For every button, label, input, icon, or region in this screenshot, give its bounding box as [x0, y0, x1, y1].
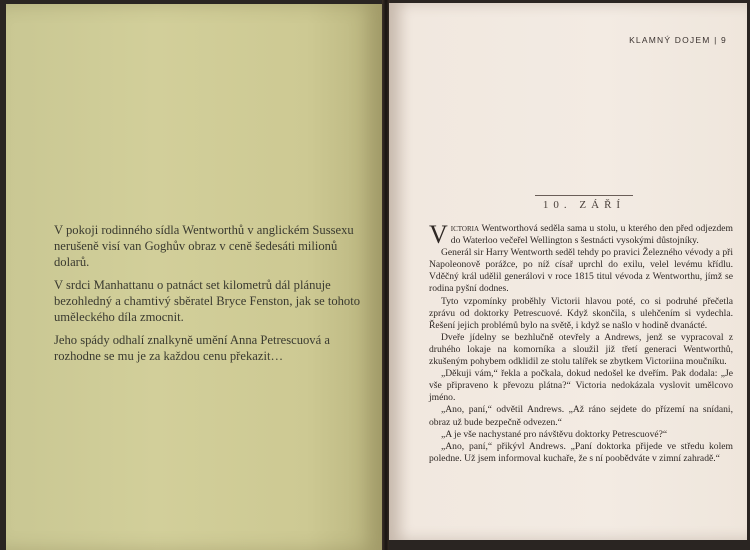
- first-paragraph-text: Wentworthová seděla sama u stolu, u kterého den před odjezdem do Waterloo večeřel Wellington s šestnácti vysokými důstojníky.: [450, 223, 733, 247]
- back-cover-blurb: [54, 222, 364, 371]
- body-paragraph: Generál sir Harry Wentworth seděl tehdy po pravici Železného vévody a při Napoleonově porážce, po níž císař uprchl do exilu, velel levému křídlu. Vděčný král udělil generálovi v roce 1815 titul vévoda z Wentworthu, jímž se rodina pyšní dodnes.: [429, 247, 733, 295]
- right-page: [389, 3, 747, 540]
- body-paragraph: „Děkuji vám,“ řekla a počkala, dokud nedošel ke dveřím. Pak dodala: „Je vše připraveno k převozu plátna?“ Victoria nedokázala vyslovit umělcovo jméno.: [429, 368, 733, 404]
- blurb-paragraph: Jeho spády odhalí znalkyně umění Anna Petrescuová a rozhodne se mu je za každou cenu překazit…: [54, 333, 330, 363]
- chapter-body: [429, 220, 733, 465]
- first-word: ictoria: [450, 223, 480, 234]
- first-paragraph: [429, 220, 733, 249]
- body-paragraph: Tyto vzpomínky proběhly Victorii hlavou poté, co si podruhé přečetla zprávu od doktorky Petrescuové. Když skončila, s ulehčením si vydechla. Řešení jejich problémů bylo na světě, i když se našlo v hodině dvanácté.: [429, 295, 733, 331]
- blurb-paragraph: V pokoji rodinného sídla Wentworthů v anglickém Sussexu nerušeně visí van Goghův obraz v ceně šedesáti milionů dolarů.: [54, 223, 354, 269]
- chapter-title: 10. ZÁŘÍ: [535, 195, 633, 211]
- body-paragraph: „Ano, paní,“ odvětil Andrews. „Až ráno sejdete do přízemí na snídani, obraz už bude bezpečně odvezen.“: [429, 404, 733, 428]
- body-paragraph: Dveře jídelny se bezhlučně otevřely a Andrews, jenž se vypracoval z druhého lokaje na komorníka a sloužil již třetí generaci Wentworthů, zkušeným pohybem odklidil ze stolu talířek se zbytkem Victoriina moučníku.: [429, 331, 733, 368]
- left-page: [6, 4, 382, 550]
- page-edge: [389, 540, 747, 550]
- running-head: KLAMNÝ DOJEM | 9: [629, 35, 727, 45]
- blurb-paragraph: V srdci Manhattanu o patnáct set kilometrů dál plánuje bezohledný a chamtivý sběratel Bryce Fenston, jak se tohoto uměleckého díla zmocnit.: [54, 278, 361, 324]
- body-paragraph: „A je vše nachystané pro návštěvu doktorky Petrescuové?“: [441, 428, 668, 440]
- drop-cap: V: [429, 220, 448, 249]
- body-paragraph: „Ano, paní,“ přikývl Andrews. „Paní doktorka přijede ve středu kolem poledne. Už jsem informoval kuchaře, že s ní poobědváte v zimní zahradě.“: [429, 440, 733, 464]
